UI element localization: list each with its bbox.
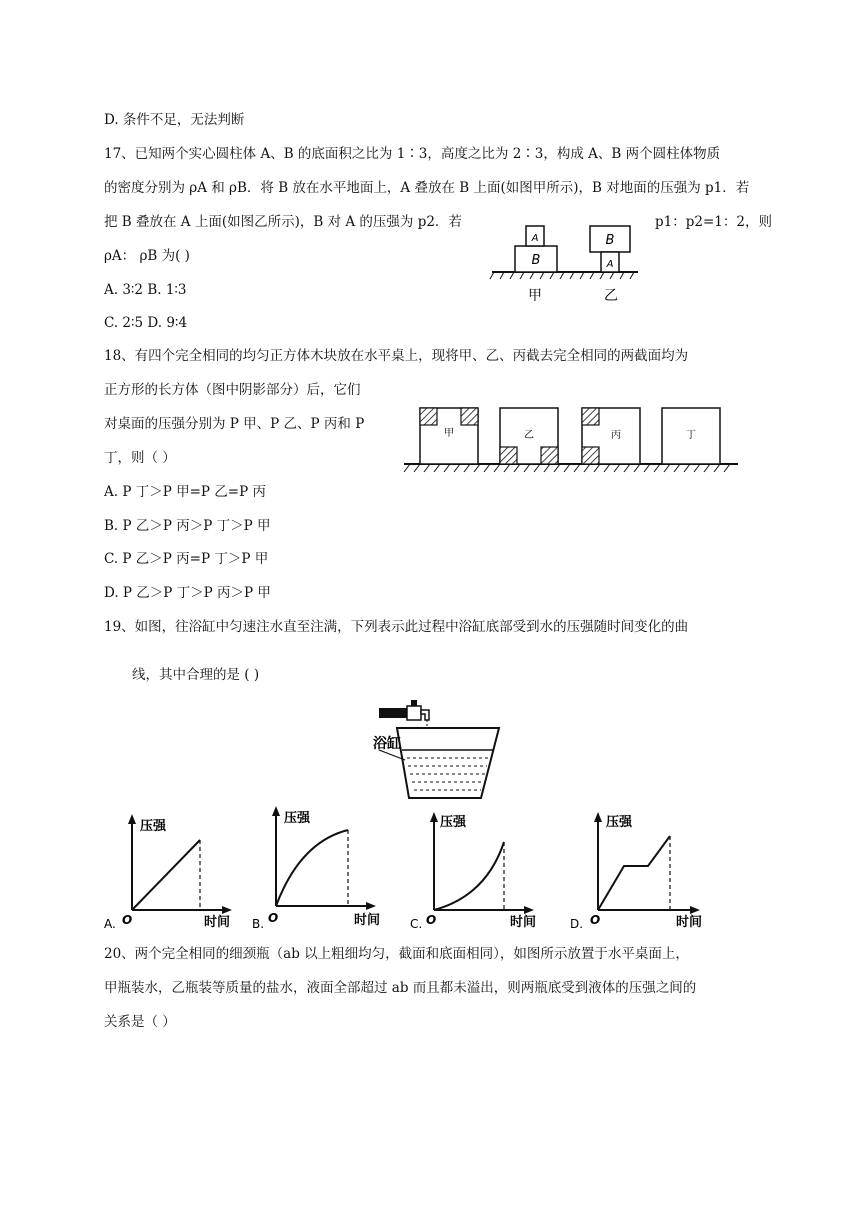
q17-block-a-jia: A [531, 233, 539, 244]
q18-option-d: D. P 乙＞P 丁＞P 丙＞P 甲 [104, 585, 271, 601]
q18-label-ding: 丁 [686, 430, 696, 441]
q19-tub-label: 浴缸 [373, 736, 401, 752]
q17-text-line-1: 17、已知两个实心圆柱体 A、B 的底面积之比为 1∶3，高度之比为 2∶3，构成 A、B 两个圆柱体物质 [104, 146, 721, 162]
q18-option-b: B. P 乙＞P 丙＞P 丁＞P 甲 [104, 518, 271, 534]
q18-block-yi [500, 408, 558, 464]
q19-graph-d-origin: O [590, 913, 601, 927]
q19-graph-b-ylabel: 压强 [284, 811, 311, 826]
q19-graph-b-origin: O [268, 911, 279, 925]
q18-text-line-3: 对桌面的压强分别为 P 甲、P 乙、P 丙和 P [104, 416, 365, 432]
q19-graph-d-xlabel: 时间 [676, 915, 703, 930]
q20-text-line-2: 甲瓶装水，乙瓶装等质量的盐水，液面全部超过 ab 而且都未溢出，则两瓶底受到液体的压强之间的 [104, 980, 697, 996]
q17-block-b-jia: B [531, 253, 541, 268]
q19-graph-b-option: B. [252, 917, 265, 931]
q18-cut-blocks-figure [404, 402, 744, 476]
q17-block-b-yi: B [605, 233, 615, 248]
q18-label-yi: 乙 [524, 430, 534, 441]
q17-text-line-3: 把 B 叠放在 A 上面(如图乙所示)，B 对 A 的压强为 p2．若 [104, 214, 462, 230]
q19-graph-b [252, 802, 382, 930]
q18-label-bing: 丙 [611, 430, 621, 441]
q17-options-cd: C. 2∶5 D. 9∶4 [104, 315, 188, 331]
q16-option-d: D. 条件不足，无法判断 [104, 112, 245, 128]
q18-option-a: A. P 丁＞P 甲=P 乙=P 丙 [104, 484, 266, 500]
q19-graph-d [570, 806, 705, 930]
q18-text-line-4: 丁，则（ ） [104, 450, 176, 466]
q19-graph-c [410, 806, 540, 930]
q19-graph-c-option: C. [410, 917, 423, 931]
q19-graph-a [104, 806, 234, 930]
q19-graph-a-origin: O [122, 913, 133, 927]
q19-graph-c-ylabel: 压强 [440, 815, 467, 830]
q19-graph-d-ylabel: 压强 [606, 815, 633, 830]
q17-label-yi: 乙 [604, 288, 618, 304]
q19-graph-a-option: A. [104, 917, 116, 931]
q17-text-line-4: ρA： ρB 为( ) [104, 248, 190, 264]
q19-graph-a-ylabel: 压强 [140, 819, 167, 834]
q17-label-jia: 甲 [528, 288, 542, 304]
q19-text-line-2: 线，其中合理的是 ( ) [132, 667, 260, 683]
q17-text-line-2: 的密度分别为 ρA 和 ρB．将 B 放在水平地面上，A 叠放在 B 上面(如图甲所示)，B 对地面的压强为 p1．若 [104, 180, 750, 196]
q20-text-line-1: 20、两个完全相同的细颈瓶（ab 以上粗细均匀，截面和底面相同），如图所示放置于水平桌面上， [104, 946, 689, 962]
q18-block-bing [582, 408, 640, 464]
q18-option-c: C. P 乙＞P 丙=P 丁＞P 甲 [104, 551, 269, 567]
q19-graph-d-option: D. [570, 917, 584, 931]
q18-block-ding [662, 408, 720, 464]
q19-bathtub-figure [375, 696, 505, 802]
q19-graph-a-xlabel: 时间 [204, 915, 231, 930]
q20-text-line-3: 关系是（ ） [104, 1014, 176, 1030]
q17-text-line-3-right: p1：p2=1：2，则 [655, 214, 772, 230]
q19-graph-c-xlabel: 时间 [510, 915, 537, 930]
q19-graph-b-xlabel: 时间 [354, 913, 381, 928]
q18-text-line-1: 18、有四个完全相同的均匀正方体木块放在水平桌上，现将甲、乙、丙截去完全相同的两截面均为 [104, 348, 689, 364]
q19-graph-c-origin: O [426, 913, 437, 927]
q18-block-jia [420, 408, 478, 464]
q17-stacked-cylinders-figure [490, 222, 640, 306]
q17-options-ab: A. 3∶2 B. 1∶3 [104, 282, 187, 298]
q19-text-line-1: 19、如图，往浴缸中匀速注水直至注满，下列表示此过程中浴缸底部受到水的压强随时间变化的曲 [104, 619, 689, 635]
q18-text-line-2: 正方形的长方体（图中阴影部分）后，它们 [104, 382, 361, 398]
q17-block-a-yi: A [606, 259, 614, 270]
q18-label-jia: 甲 [444, 428, 454, 439]
